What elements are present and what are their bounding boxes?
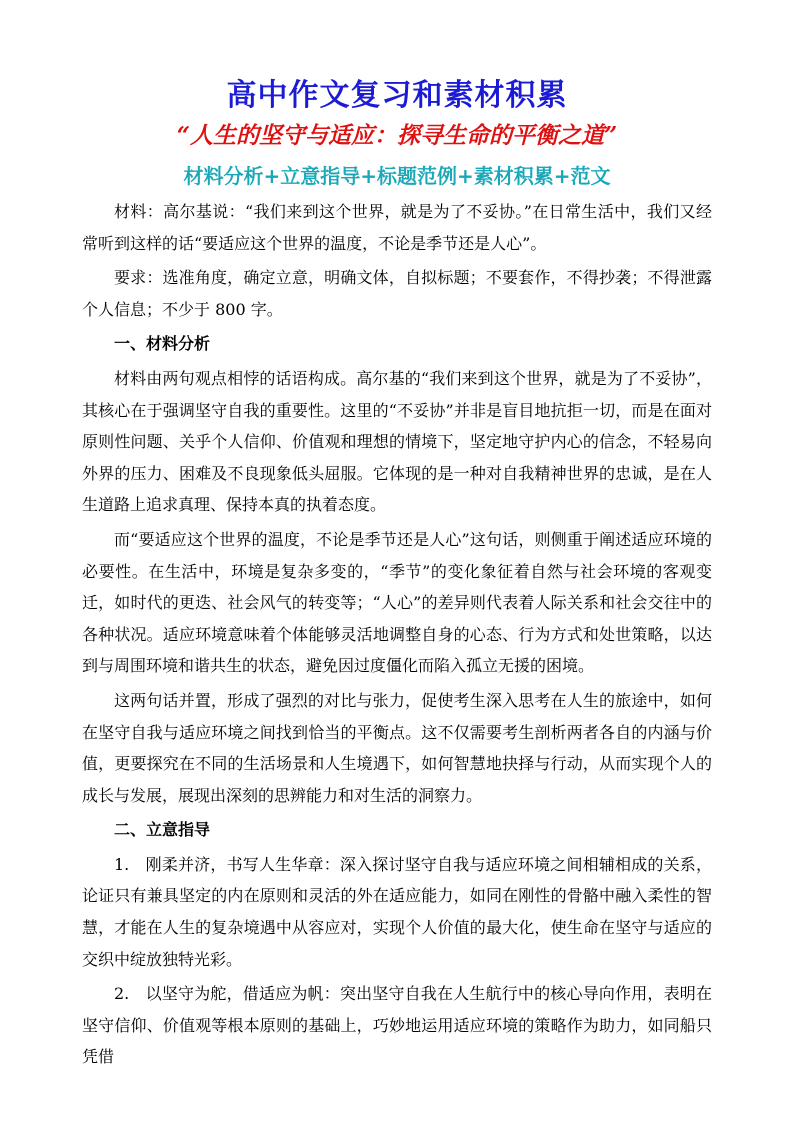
section-heading-analysis: 一、材料分析 — [114, 334, 211, 354]
analysis-paragraph-2: 而“要适应这个世界的温度，不论是季节还是人心”这句话，则侧重于阐述适应环境的必要性。在生活中，环境是复杂多变的，“季节”的变化象征着自然与社会环境的客观变迁，如时代的更迭、社会风气的转变等；“人心”的差异则代表着人际关系和社会交往中的各种状况。适应环境意味着个体能够灵活地调整自身的心态、行为方式和处世策略，以达到与周围环境和谐共生的状态，避免因过度僵化而陷入孤立无援的困境。 — [82, 529, 712, 676]
analysis-paragraph-3: 这两句话并置，形成了强烈的对比与张力，促使考生深入思考在人生的旅途中，如何在坚守自我与适应环境之间找到恰当的平衡点。这不仅需要考生剖析两者各自的内涵与价值，更要探究在不同的生活场景和人生境遇下，如何智慧地抉择与行动，从而实现个人的成长与发展，展现出深刻的思辨能力和对生活的洞察力。 — [82, 690, 712, 805]
section-heading-guidance: 二、立意指导 — [114, 820, 211, 840]
requirement-paragraph: 要求：选准角度，确定立意，明确文体，自拟标题；不要套作，不得抄袭；不得泄露个人信息；不少于 800 字。 — [82, 268, 712, 319]
guidance-item-2: 2. 以坚守为舵，借适应为帆：突出坚守自我在人生航行中的核心导向作用，表明在坚守信仰、价值观等根本原则的基础上，巧妙地运用适应环境的策略作为助力，如同船只凭借 — [82, 984, 712, 1067]
material-paragraph: 材料：高尔基说：“我们来到这个世界，就是为了不妥协。”在日常生活中，我们又经常听到这样的话“要适应这个世界的温度，不论是季节还是人心”。 — [82, 202, 712, 253]
document-title: 高中作文复习和素材积累 — [226, 78, 568, 113]
guidance-item-1: 1. 刚柔并济，书写人生华章：深入探讨坚守自我与适应环境之间相辅相成的关系，论证只有兼具坚定的内在原则和灵活的外在适应能力，如同在刚性的骨骼中融入柔性的智慧，才能在人生的复杂境遇中从容应对，实现个人价值的最大化，使生命在坚守与适应的交织中绽放独特光彩。 — [82, 854, 712, 969]
document-subtitle: “人生的坚守与适应：探寻生命的平衡之道” — [176, 122, 618, 149]
document-section-list: 材料分析+立意指导+标题范例+素材积累+范文 — [183, 164, 611, 188]
analysis-paragraph-1: 材料由两句观点相悖的话语构成。高尔基的“我们来到这个世界，就是为了不妥协”，其核心在于强调坚守自我的重要性。这里的“不妥协”并非是盲目地抗拒一切，而是在面对原则性问题、关乎个人信仰、价值观和理想的情境下，坚定地守护内心的信念，不轻易向外界的压力、困难及不良现象低头屈服。它体现的是一种对自我精神世界的忠诚，是在人生道路上追求真理、保持本真的执着态度。 — [82, 368, 712, 515]
